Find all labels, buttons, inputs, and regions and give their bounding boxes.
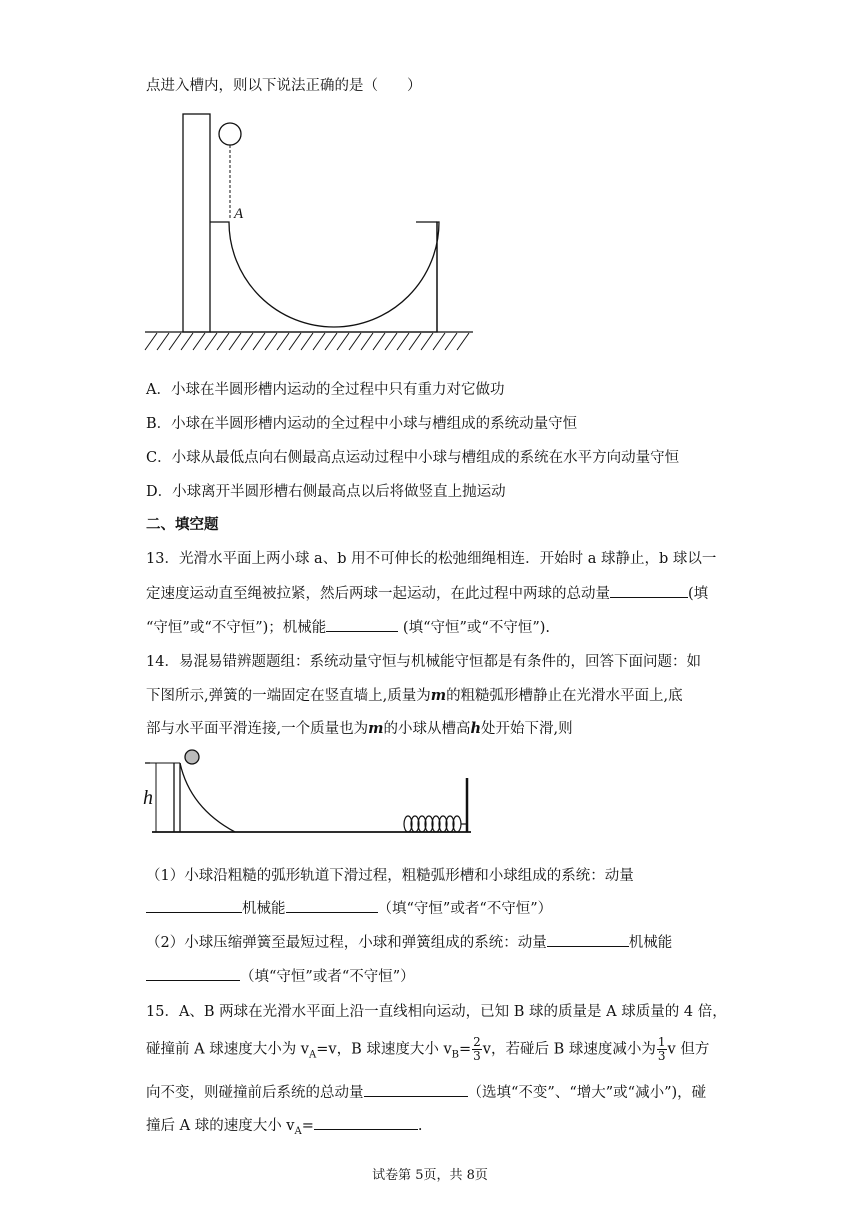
q14-text: （2）小球压缩弹簧至最短过程，小球和弹簧组成的系统：动量 — [146, 935, 547, 951]
section-title-fill-in: 二、填空题 — [146, 516, 219, 533]
q13-text: 定速度运动直至绳被拉紧，然后两球一起运动，在此过程中两球的总动量 — [146, 586, 610, 602]
q14-sub2-blank-momentum[interactable] — [547, 932, 629, 947]
q13-line-3 — [146, 616, 550, 637]
option-c: C．小球从最低点向右侧最高点运动过程中小球与槽组成的系统在水平方向动量守恒 — [146, 450, 680, 466]
q14-text: 的小球从槽高 — [383, 721, 471, 737]
q13-blank-energy[interactable] — [326, 617, 398, 632]
q15-line-2 — [146, 1036, 709, 1063]
label-A: A — [234, 206, 244, 222]
spring — [404, 816, 467, 832]
subscript-a: A — [294, 1125, 302, 1137]
page-footer: 试卷第 5页，共 8页 — [372, 1168, 488, 1183]
q14-text: （填“守恒”或者“不守恒”） — [377, 901, 553, 917]
fraction-two-thirds: $\frac{2}{3}$ — [473, 1035, 481, 1063]
ball — [219, 123, 241, 145]
q15-text: 撞后 A 球的速度大小 v — [146, 1118, 295, 1134]
option-b: B．小球在半圆形槽内运动的全过程中小球与槽组成的系统动量守恒 — [146, 416, 578, 432]
q14-sub1-blank-momentum[interactable] — [146, 898, 242, 913]
q15-line-1: 15．A、B 两球在光滑水平面上沿一直线相向运动，已知 B 球的质量是 A 球质量的 4 倍， — [146, 1004, 727, 1020]
q13-blank-momentum[interactable] — [610, 583, 688, 598]
q15-text: = — [459, 1041, 472, 1058]
q13-text: “守恒”或“不守恒”)；机械能 — [146, 620, 327, 636]
subscript-a: A — [309, 1049, 317, 1061]
curved-trough-surface — [180, 763, 235, 832]
q14-text: 机械能 — [242, 901, 286, 917]
q15-text: v 但方 — [667, 1041, 710, 1058]
var-m: m — [368, 720, 384, 737]
option-a: A．小球在半圆形槽内运动的全过程中只有重力对它做功 — [146, 382, 505, 398]
q14-text: （填“守恒”或者“不守恒”） — [240, 969, 415, 985]
q15-text: =v，B 球速度大小 v — [316, 1041, 452, 1058]
trough-body — [210, 222, 439, 332]
q15-line-3 — [146, 1081, 706, 1102]
q13-text: (填 — [688, 586, 709, 602]
subscript-b: B — [451, 1049, 459, 1061]
q15-text: （选填“不变”、“增大”或“减小”)，碰 — [467, 1085, 707, 1101]
label-h: h — [143, 787, 153, 809]
option-d: D．小球离开半圆形槽右侧最高点以后将做竖直上抛运动 — [146, 484, 506, 500]
q15-blank-velocity-a[interactable] — [314, 1115, 418, 1130]
figure-curved-trough-spring — [140, 748, 480, 840]
q14-sub2-line-2 — [146, 965, 415, 986]
q15-line-4 — [146, 1114, 423, 1137]
q14-text: 处开始下滑,则 — [481, 721, 573, 737]
q14-line-1: 14．易混易错辨题题组：系统动量守恒与机械能守恒都是有条件的，回答下面问题：如 — [146, 654, 701, 670]
q14-text: 的粗糙弧形槽静止在光滑水平面上,底 — [446, 688, 683, 704]
var-h: h — [470, 720, 481, 737]
ground-hatch — [145, 333, 469, 350]
q14-sub2-blank-energy[interactable] — [146, 966, 240, 981]
q15-text: 向不变，则碰撞前后系统的总动量 — [146, 1085, 364, 1101]
q15-blank-total-momentum[interactable] — [364, 1082, 468, 1097]
q13-line-2 — [146, 582, 708, 603]
question-12-tail: 点进入槽内，则以下说法正确的是（ ） — [146, 78, 422, 94]
figure-semicircle-trough — [140, 106, 480, 356]
q15-text: = — [301, 1118, 314, 1134]
q14-text: 下图所示,弹簧的一端固定在竖直墙上,质量为 — [146, 688, 431, 704]
q15-text: v，若碰后 B 球速度减小为 — [482, 1041, 656, 1058]
q15-text: . — [417, 1118, 423, 1134]
trough-left-wall — [183, 114, 210, 332]
q13-text: (填“守恒”或“不守恒”). — [398, 620, 550, 636]
q13-line-1: 13．光滑水平面上两小球 a、b 用不可伸长的松弛细绳相连．开始时 a 球静止，b 球以一 — [146, 551, 717, 567]
q14-text: 机械能 — [628, 935, 673, 951]
q14-sub1-line-2 — [146, 897, 552, 918]
var-m: m — [430, 687, 447, 704]
q14-text: 部与水平面平滑连接,一个质量也为 — [146, 721, 369, 737]
q14-sub2-line-1 — [146, 931, 672, 952]
fraction-one-third: $\frac{1}{3}$ — [657, 1035, 666, 1063]
q14-sub1-blank-energy[interactable] — [286, 898, 378, 913]
q15-text: 碰撞前 A 球速度大小为 v — [146, 1041, 309, 1058]
q14-sub1-line-1: （1）小球沿粗糙的弧形轨道下滑过程，粗糙弧形槽和小球组成的系统：动量 — [146, 868, 634, 884]
q14-line-2 — [146, 684, 683, 705]
ball — [185, 750, 199, 764]
q14-line-3 — [146, 717, 573, 738]
